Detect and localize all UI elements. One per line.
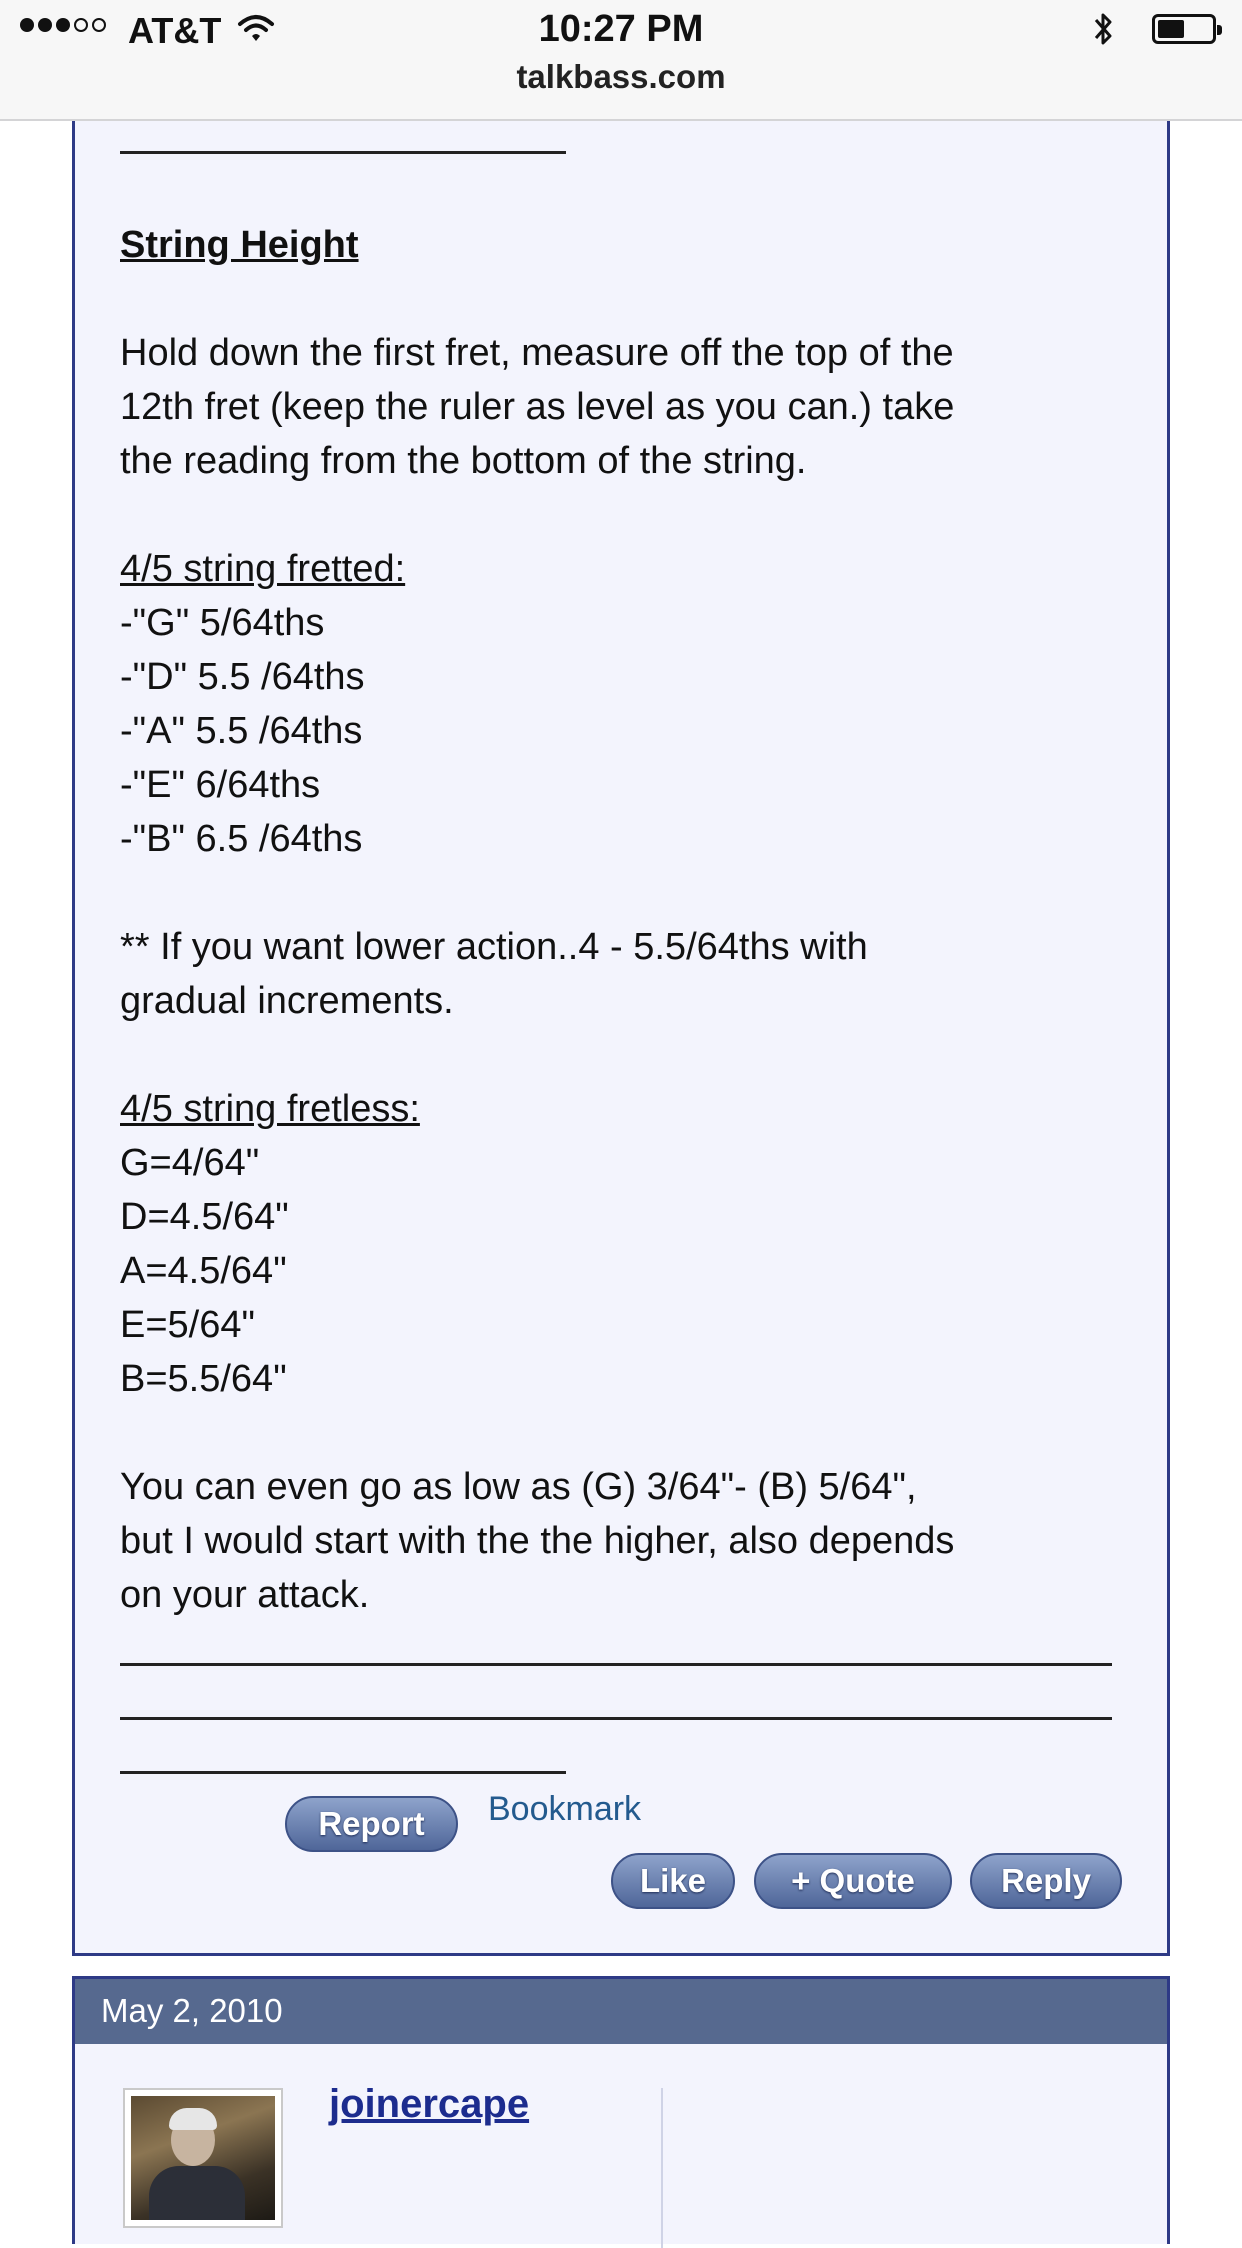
lower-action-note: gradual increments. bbox=[120, 980, 454, 1022]
username-link[interactable]: joinercape bbox=[329, 2082, 530, 2126]
lower-action-note: ** If you want lower action..4 - 5.5/64ths with bbox=[120, 926, 868, 968]
fretless-value: E=5/64" bbox=[120, 1304, 255, 1346]
browser-top-bar bbox=[0, 0, 1242, 121]
reply-button[interactable]: Reply bbox=[970, 1853, 1122, 1909]
fretless-value: A=4.5/64" bbox=[120, 1250, 287, 1292]
separator-line bbox=[120, 1730, 1140, 1784]
avatar[interactable] bbox=[123, 2088, 283, 2228]
battery-icon bbox=[1152, 14, 1216, 44]
like-button[interactable]: Like bbox=[611, 1853, 735, 1909]
status-time: 10:27 PM bbox=[538, 8, 704, 50]
post-body bbox=[120, 110, 1140, 1784]
fretted-value: -"A" 5.5 /64ths bbox=[120, 710, 363, 752]
closing-line: on your attack. bbox=[120, 1574, 370, 1616]
fretted-value: -"E" 6/64ths bbox=[120, 764, 321, 806]
bookmark-link[interactable]: Bookmark bbox=[488, 1790, 642, 1828]
closing-line: but I would start with the the higher, also depends bbox=[120, 1520, 955, 1562]
separator-line bbox=[120, 1622, 1140, 1676]
intro-line: 12th fret (keep the ruler as level as you can.) take bbox=[120, 386, 955, 428]
post-heading: String Height bbox=[120, 224, 359, 266]
fretted-value: -"G" 5/64ths bbox=[120, 602, 325, 644]
url-bar[interactable]: talkbass.com bbox=[516, 58, 726, 95]
intro-line: the reading from the bottom of the string. bbox=[120, 440, 807, 482]
post-date-bar: May 2, 2010 bbox=[72, 1976, 1170, 2044]
fretted-title: 4/5 string fretted: bbox=[120, 548, 406, 590]
separator-line bbox=[120, 1676, 1140, 1730]
avatar-photo bbox=[131, 2096, 275, 2220]
fretted-value: -"B" 6.5 /64ths bbox=[120, 818, 363, 860]
closing-line: You can even go as low as (G) 3/64"- (B) 5/64", bbox=[120, 1466, 917, 1508]
fretless-value: B=5.5/64" bbox=[120, 1358, 287, 1400]
bluetooth-icon bbox=[1093, 10, 1115, 53]
quote-button[interactable]: + Quote bbox=[754, 1853, 952, 1909]
fretless-title: 4/5 string fretless: bbox=[120, 1088, 420, 1130]
intro-line: Hold down the first fret, measure off the top of the bbox=[120, 332, 954, 374]
next-post bbox=[72, 2044, 1170, 2244]
divider bbox=[661, 2088, 663, 2248]
report-button[interactable]: Report bbox=[285, 1796, 458, 1852]
fretted-value: -"D" 5.5 /64ths bbox=[120, 656, 365, 698]
carrier-label: AT&T bbox=[128, 10, 222, 51]
fretless-value: D=4.5/64" bbox=[120, 1196, 289, 1238]
fretless-value: G=4/64" bbox=[120, 1142, 260, 1184]
